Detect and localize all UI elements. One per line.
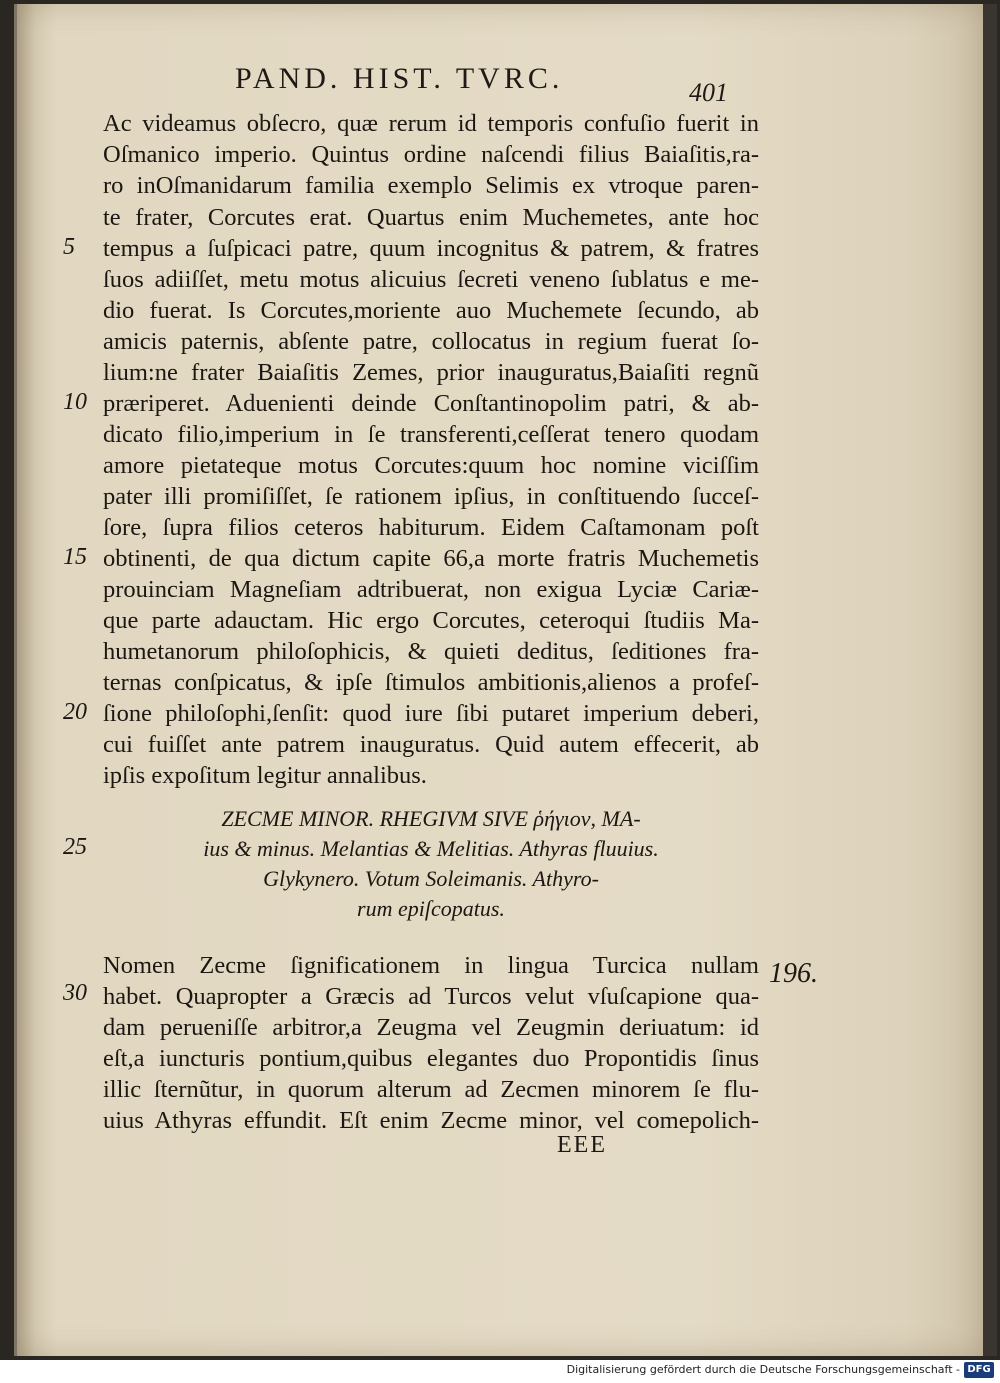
text-line: cui fuiſſet ante patrem inauguratus. Quid autem effecerit, ab [103, 731, 759, 758]
text-line: obtinenti, de qua dictum capite 66,a morte fratris Muchemetis [103, 545, 759, 572]
text-line: humetanorum philoſophicis, & quieti deditus, ſeditiones fra- [103, 638, 759, 665]
text-line: dicato filio,imperium in ſe transferenti,ceſſerat tenero quodam [103, 421, 759, 448]
text-line: eſt,a iuncturis pontium,quibus elegantes duo Propontidis ſinus [103, 1045, 759, 1072]
line-number: 25 [63, 834, 87, 860]
text-line: amicis paternis, abſente patre, collocatus in regium fuerat ſo- [103, 328, 759, 355]
section-heading-line: ius & minus. Melantias & Melitias. Athyras fluuius. [203, 836, 659, 861]
margin-note: 196. [769, 958, 818, 989]
text-line: ternas conſpicatus, & ipſe ſtimulos ambitionis,alienos a profeſ- [103, 669, 759, 696]
line-number: 30 [63, 980, 87, 1006]
line-number: 20 [63, 699, 87, 725]
line-number: 5 [63, 234, 75, 260]
section-heading-line: ZECME MINOR. RHEGIVM SIVE ῥήγιον, MA- [221, 806, 641, 831]
book-page [14, 4, 983, 1356]
text-line: lium:ne frater Baiaſitis Zemes, prior inauguratus,Baiaſiti regnũ [103, 359, 759, 386]
text-line: Ac videamus obſecro, quæ rerum id temporis confuſio fuerit in [103, 110, 759, 137]
text-line: que parte adauctam. Hic ergo Corcutes, ceteroqui ſtudiis Ma- [103, 607, 759, 634]
section-heading-line: Glykynero. Votum Soleimanis. Athyro- [263, 866, 599, 891]
text-line: dio fuerat. Is Corcutes,moriente auo Muchemete ſecundo, ab [103, 297, 759, 324]
running-head: PAND. HIST. TVRC. [235, 62, 564, 95]
text-line: uius Athyras effundit. Eſt enim Zecme minor, vel comepolich- [103, 1107, 759, 1134]
text-line: ſione philoſophi,ſenſit: quod iure ſibi putaret imperium deberi, [103, 700, 759, 727]
text-line: prouinciam Magneſiam adtribuerat, non exigua Lyciæ Cariæ- [103, 576, 759, 603]
text-line: ro inOſmanidarum familia exemplo Selimis ex vtroque paren- [103, 172, 759, 199]
section-heading-line: rum epiſcopatus. [357, 896, 505, 921]
dfg-logo-icon: DFG [964, 1362, 994, 1378]
catchword: EEE [557, 1132, 607, 1158]
text-line: dam perueniſſe arbitror,a Zeugma vel Zeugmin deriuatum: id [103, 1014, 759, 1041]
text-line: te frater, Corcutes erat. Quartus enim Muchemetes, ante hoc [103, 204, 759, 231]
text-line: amore pietateque motus Corcutes:quum hoc nomine viciſſim [103, 452, 759, 479]
page-number: 401 [689, 78, 728, 107]
text-line: ipſis expoſitum legitur annalibus. [103, 762, 427, 789]
text-line: tempus a ſuſpicaci patre, quum incognitus & patrem, & fratres [103, 235, 759, 262]
funding-credit: Digitalisierung gefördert durch die Deutsche Forschungsgemeinschaft - [566, 1363, 960, 1376]
text-line: illic ſternũtur, in quorum alterum ad Zecmen minorem ſe flu- [103, 1076, 759, 1103]
footer-bar [0, 1360, 1000, 1383]
text-line: habet. Quapropter a Græcis ad Turcos velut vſuſcapione qua- [103, 983, 759, 1010]
text-line: præriperet. Aduenienti deinde Conſtantinopolim patri, & ab- [103, 390, 759, 417]
text-line: ſuos adiiſſet, metu motus alicuius ſecreti veneno ſublatus e me- [103, 266, 759, 293]
line-number: 10 [63, 389, 87, 415]
text-line: Nomen Zecme ſignificationem in lingua Turcica nullam [103, 952, 759, 979]
text-line: pater illi promiſiſſet, ſe rationem ipſius, in conſtituendo ſucceſ- [103, 483, 759, 510]
text-line: ſore, ſupra filios ceteros habiturum. Eidem Caſtamonam poſt [103, 514, 759, 541]
text-line: Oſmanico imperio. Quintus ordine naſcendi filius Baiaſitis,ra- [103, 141, 759, 168]
line-number: 15 [63, 544, 87, 570]
